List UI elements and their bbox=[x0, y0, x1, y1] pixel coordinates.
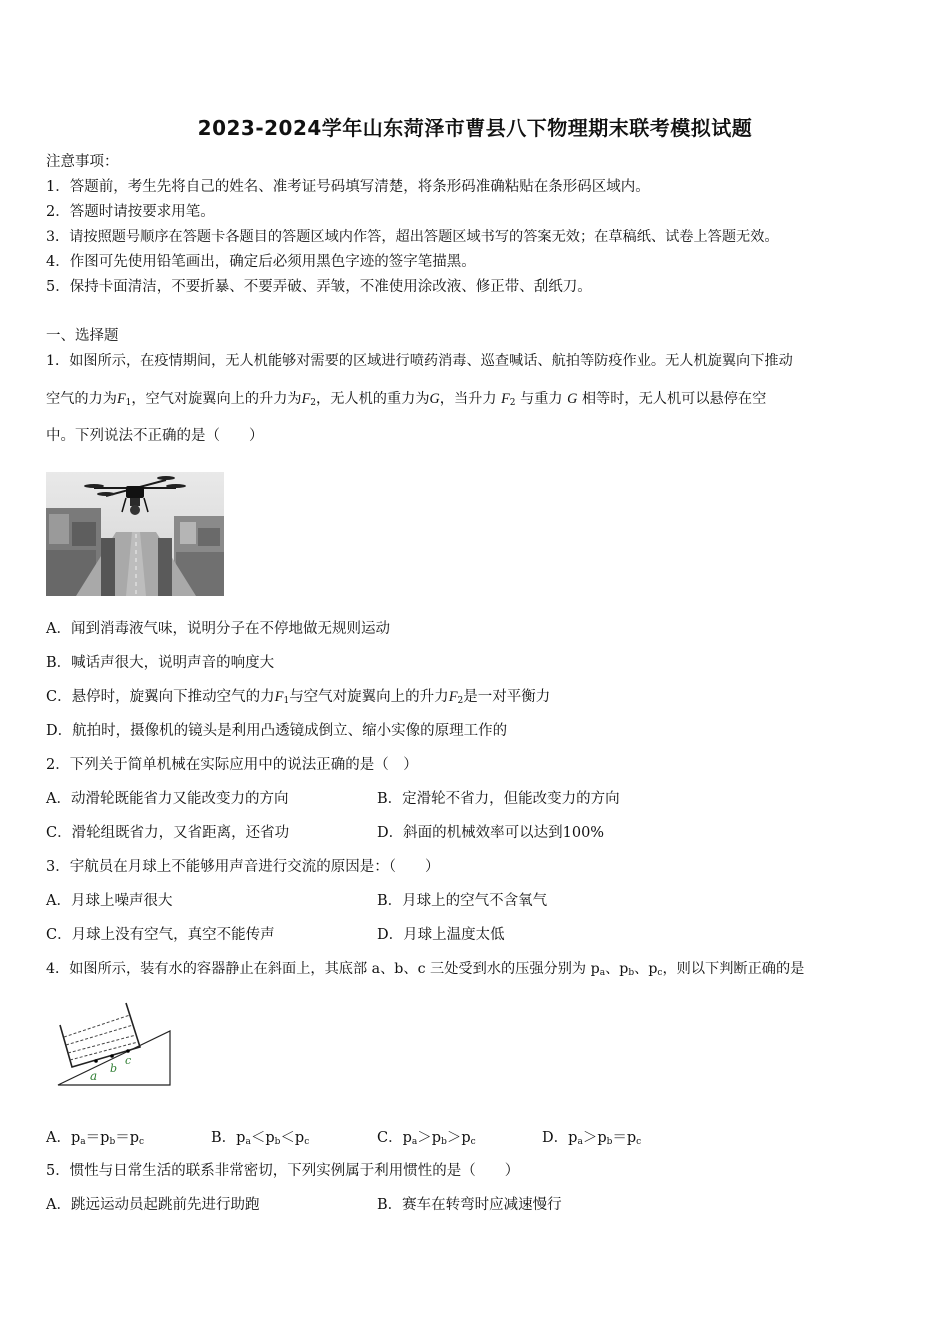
point-b-label: b bbox=[110, 1062, 118, 1075]
point-c-label: c bbox=[125, 1054, 132, 1067]
q3-option-a: A．月球上噪声很大 bbox=[46, 893, 173, 909]
q3-option-b: B．月球上的空气不含氧气 bbox=[377, 893, 548, 909]
notice-item-2: 2．答题时请按要求用笔。 bbox=[46, 204, 215, 220]
q1-stem-line3: 中。下列说法不正确的是（ ） bbox=[46, 428, 264, 444]
point-a-label: a bbox=[90, 1069, 98, 1083]
q1-stem-line2: 空气的力为$F_1$，空气对旋翼向上的升力为$F_2$，无人机的重力为G，当升力 $F_2$ 与重力 G 相等时，无人机可以悬停在空 bbox=[46, 391, 767, 408]
q5-option-a: A．跳远运动员起跳前先进行助跑 bbox=[46, 1197, 260, 1213]
page-title: 2023-2024学年山东菏泽市曹县八下物理期末联考模拟试题 bbox=[197, 116, 753, 140]
q1-option-a: A．闻到消毒液气味，说明分子在不停地做无规则运动 bbox=[46, 621, 390, 637]
q4-option-b: B．$p_a<p_b<p_c$ bbox=[211, 1130, 310, 1147]
q2-option-b: B．定滑轮不省力，但能改变力的方向 bbox=[377, 791, 620, 807]
q5-option-b: B．赛车在转弯时应减速慢行 bbox=[377, 1197, 562, 1213]
section-heading: 一、选择题 bbox=[46, 328, 119, 344]
q3-option-c: C．月球上没有空气，真空不能传声 bbox=[46, 927, 275, 943]
drone-photo-illustration bbox=[46, 472, 224, 596]
q2-option-d: D．斜面的机械效率可以达到100% bbox=[377, 825, 605, 841]
q4-option-c: C．$p_a>p_b>p_c$ bbox=[377, 1130, 476, 1147]
q2-stem: 2．下列关于简单机械在实际应用中的说法正确的是（ ） bbox=[46, 757, 418, 773]
notice-item-4: 4．作图可先使用铅笔画出，确定后必须用黑色字迹的签字笔描黑。 bbox=[46, 254, 476, 270]
notice-item-3: 3．请按照题号顺序在答题卡各题目的答题区域内作答，超出答题区域书写的答案无效；在草稿纸、试卷上答题无效。 bbox=[46, 229, 779, 245]
slope-figure bbox=[50, 995, 175, 1090]
q3-option-d: D．月球上温度太低 bbox=[377, 927, 505, 943]
container-on-slope-diagram bbox=[50, 995, 175, 1090]
drone-photo bbox=[46, 472, 224, 596]
q2-option-c: C．滑轮组既省力，又省距离，还省功 bbox=[46, 825, 290, 841]
q3-stem: 3．宇航员在月球上不能够用声音进行交流的原因是：（ ） bbox=[46, 859, 440, 875]
q1-option-c: C．悬停时，旋翼向下推动空气的力$F_1$与空气对旋翼向上的升力$F_2$是一对平衡力 bbox=[46, 689, 551, 706]
q1-option-d: D．航拍时，摄像机的镜头是利用凸透镜成倒立、缩小实像的原理工作的 bbox=[46, 723, 508, 739]
q4-option-d: D．$p_a>p_b=p_c$ bbox=[542, 1130, 642, 1147]
q4-stem: 4．如图所示，装有水的容器静止在斜面上，其底部 a、b、c 三处受到水的压强分别为 $p_a$、$p_b$、$p_c$，则以下判断正确的是 bbox=[46, 961, 805, 978]
q1-option-b: B．喊话声很大，说明声音的响度大 bbox=[46, 655, 275, 671]
q5-stem: 5．惯性与日常生活的联系非常密切，下列实例属于利用惯性的是（ ） bbox=[46, 1163, 520, 1179]
q1-stem-line1: 1．如图所示，在疫情期间，无人机能够对需要的区域进行喷药消毒、巡查喊话、航拍等防疫作业。无人机旋翼向下推动 bbox=[46, 353, 793, 369]
notice-item-5: 5．保持卡面清洁，不要折暴、不要弄破、弄皱，不准使用涂改液、修正带、刮纸刀。 bbox=[46, 279, 592, 295]
notice-heading: 注意事项： bbox=[46, 154, 119, 170]
q2-option-a: A．动滑轮既能省力又能改变力的方向 bbox=[46, 791, 289, 807]
q4-option-a: A．$p_a=p_b=p_c$ bbox=[46, 1130, 145, 1147]
notice-item-1: 1．答题前，考生先将自己的姓名、准考证号码填写清楚，将条形码准确粘贴在条形码区域内。 bbox=[46, 179, 650, 195]
